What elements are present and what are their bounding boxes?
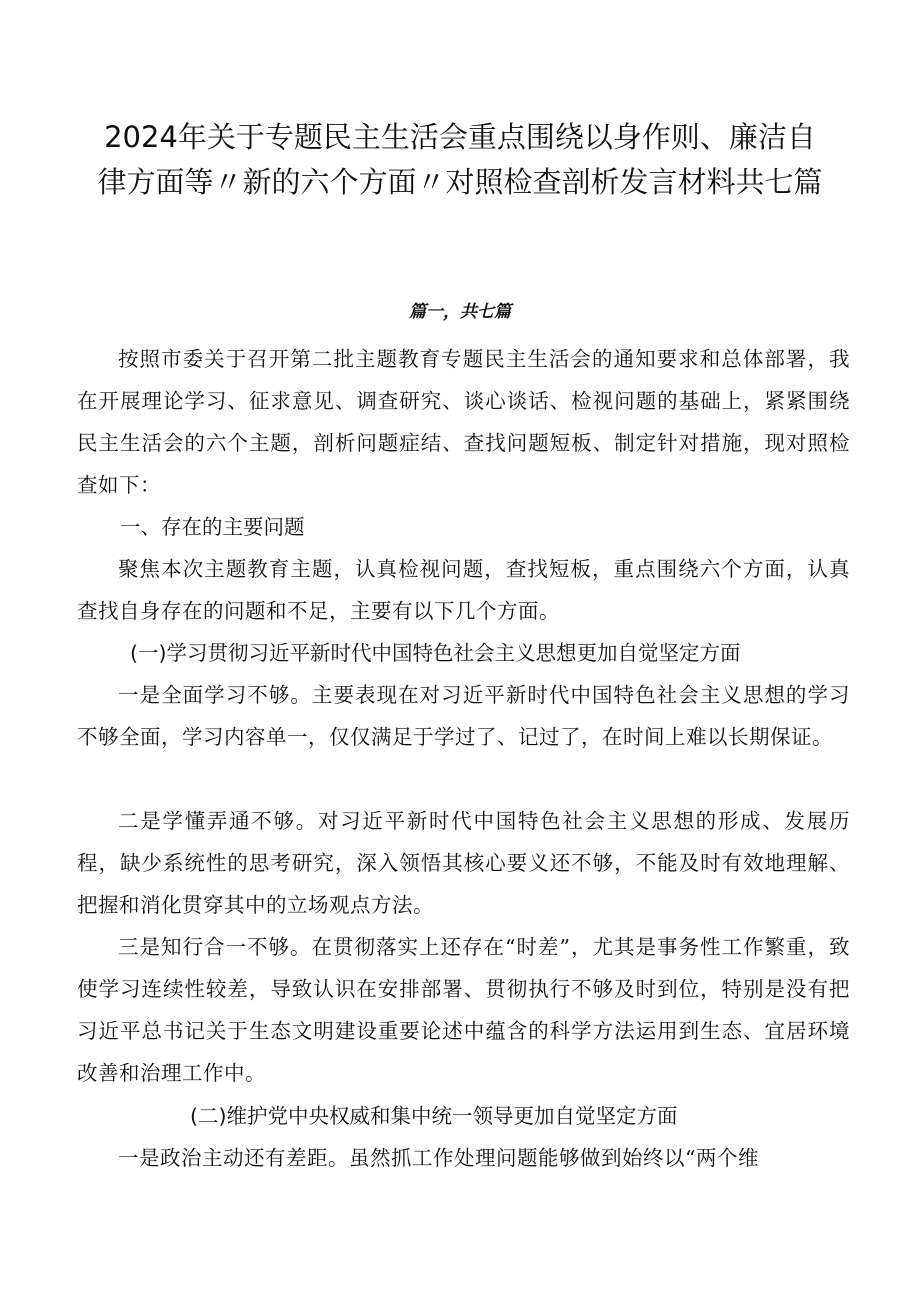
subsection-heading-1: (一)学习贯彻习近平新时代中国特色社会主义思想更加自觉坚定方面 [130,641,741,665]
point-1-paragraph: 一是全面学习不够。主要表现在对习近平新时代中国特色社会主义思想的学习不够全面，学习内容单一，仅仅满足于学过了、记过了，在时间上难以长期保证。 [77,683,850,749]
document-title: 2024年关于专题民主生活会重点围绕以身作则、廉洁自律方面等〃新的六个方面〃对照检查剖析发言材料共七篇 [97,120,823,199]
intro-paragraph: 按照市委关于召开第二批主题教育专题民主生活会的通知要求和总体部署，我在开展理论学习、征求意见、调查研究、谈心谈话、检视问题的基础上，紧紧围绕民主生活会的六个主题，剖析问题症结、查找问题短板、制定针对措施，现对照检查如下： [77,347,850,497]
point-4-paragraph: 一是政治主动还有差距。虽然抓工作处理问题能够做到始终以“两个维 [118,1146,759,1170]
point-3-paragraph: 三是知行合一不够。在贯彻落实上还存在“时差”，尤其是事务性工作繁重，致使学习连续性较差，导致认识在安排部署、贯彻执行不够及时到位，特别是没有把习近平总书记关于生态文明建设重要论述中蕴含的科学方法运用到生态、宜居环境改善和治理工作中。 [77,935,850,1085]
subsection-heading-2: (二)维护党中央权威和集中统一领导更加自觉坚定方面 [190,1104,678,1128]
document-subtitle: 篇一，共七篇 [409,302,511,322]
section-heading-problems: 一、存在的主要问题 [120,515,305,539]
section-intro-paragraph: 聚焦本次主题教育主题，认真检视问题，查找短板，重点围绕六个方面，认真查找自身存在的问题和不足，主要有以下几个方面。 [77,557,850,623]
point-2-paragraph: 二是学懂弄通不够。对习近平新时代中国特色社会主义思想的形成、发展历程，缺少系统性的思考研究，深入领悟其核心要义还不够，不能及时有效地理解、把握和消化贯穿其中的立场观点方法。 [77,809,850,917]
